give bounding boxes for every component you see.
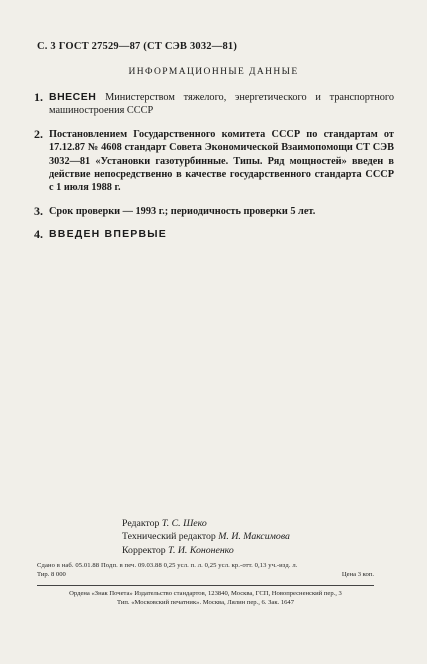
item-lead: ВНЕСЕН [49,91,97,103]
info-item-4 [34,228,394,241]
editor-row [122,517,290,530]
item-number: 3. [34,203,43,218]
editors-block [122,517,290,557]
editor-name: Т. С. Шеко [161,518,207,529]
item-number: 1. [34,90,43,104]
info-item-1 [34,91,394,118]
item-number: 2. [34,126,43,141]
corrector-row [122,544,290,557]
corrector-name: Т. И. Кононенко [168,544,234,556]
price: Цена 3 коп. [341,571,374,578]
publisher-footer [37,589,374,607]
publisher-line: Ордена «Знак Почета» Издательство стандартов, 123840, Москва, ГСП, Новопресненский пер., 3 [69,590,342,597]
page-header: С. 3 ГОСТ 27529—87 (СТ СЭВ 3032—81) [37,41,238,52]
imprint-dates: Сдано в наб. 05.01.88 Подп. в печ. 09.03.88 0,25 усл. п. л. 0,25 усл. кр.-отт. 0,13 уч.-изд. л. [37,562,298,569]
info-item-3 [34,205,394,218]
circulation: Тир. 8 000 [37,571,66,578]
divider [37,585,374,586]
info-item-2 [34,128,394,195]
item-lead: ВВЕДЕН ВПЕРВЫЕ [49,228,167,241]
item-text: Постановлением Государственного комитета СССР по стандартам от 17.12.87 № 4608 стандарт Совета Экономической Взаимопомощи СТ СЭВ 3032—81 «Установки газотурбинные. Типы. Ряд мощностей» введен в действие непосредственно в качестве государственного стандарта СССР с 1 июля 1988 г. [49,128,394,194]
editor-role: Редактор [122,518,162,529]
tech-editor-name: М. И. Максимова [218,531,290,543]
printer-line: Тип. «Московский печатник». Москва, Лялин пер., 6. Зак. 1647 [116,599,295,606]
item-text: Срок проверки — 1993 г.; периодичность проверки 5 лет. [49,205,316,217]
tech-editor-role: Технический редактор [122,531,219,543]
item-text: Министерством тяжелого, энергетического и транспортного машиностроения СССР [49,92,395,117]
item-number: 4. [34,227,43,242]
imprint-block [37,561,374,579]
corrector-role: Корректор [122,544,169,556]
info-list [34,91,394,252]
tech-editor-row [122,530,290,543]
section-title: ИНФОРМАЦИОННЫЕ ДАННЫЕ [128,67,299,77]
